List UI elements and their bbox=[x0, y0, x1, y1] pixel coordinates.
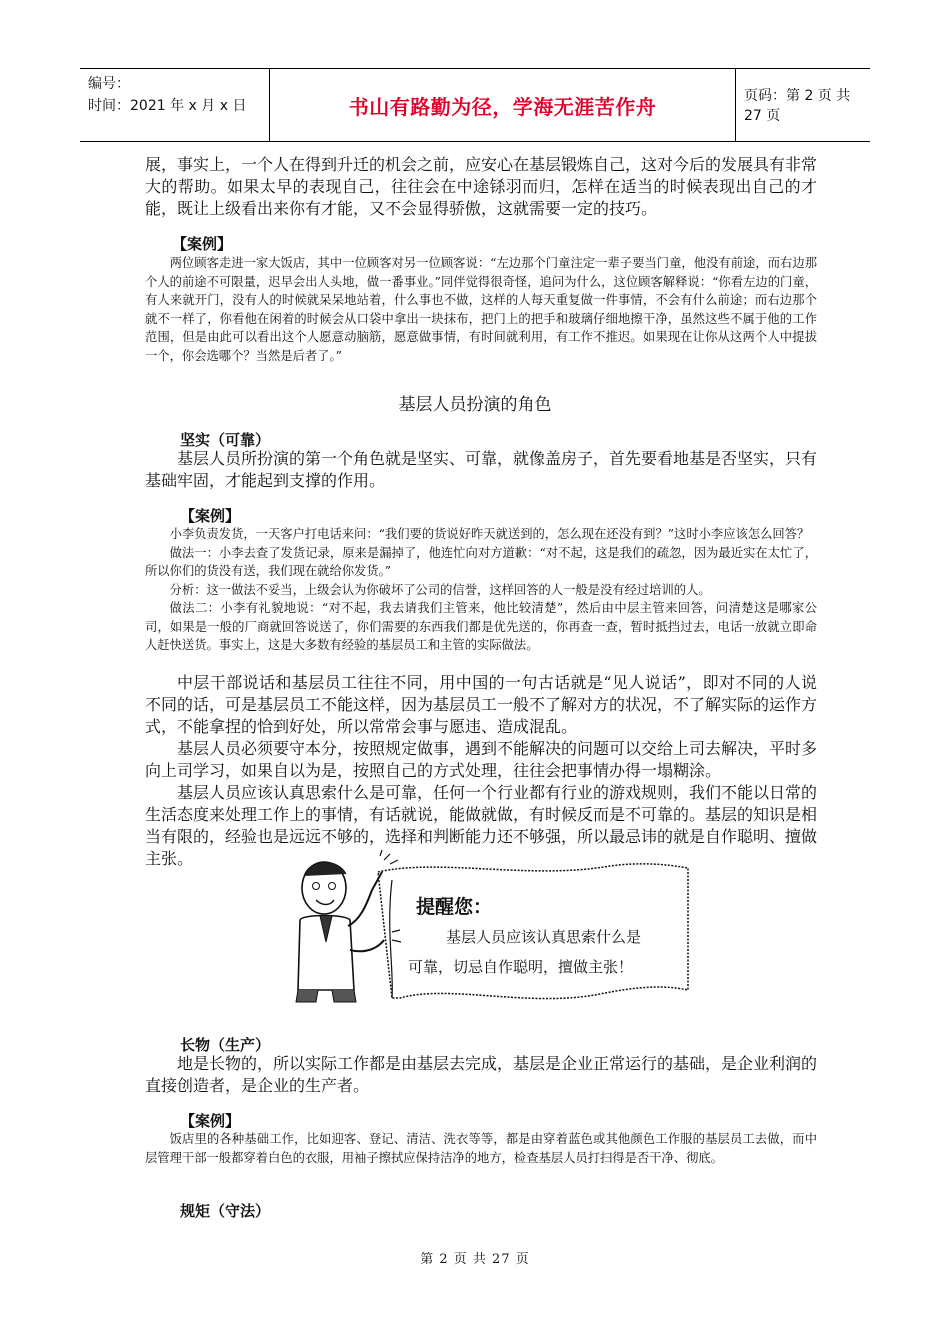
role-heading-solid: 坚实（可靠） bbox=[180, 431, 271, 449]
body-paragraph: 基层人员必须要守本分，按照规定做事，遇到不能解决的问题可以交给上司去解决，平时多向上司学习，如果自以为是，按照自己的方式处理，往往会把事情办得一塌糊涂。 bbox=[145, 739, 818, 780]
header-meta bbox=[80, 69, 270, 141]
section-title: 基层人员扮演的角色 bbox=[398, 395, 552, 415]
case-paragraph: 做法一：小李去查了发货记录，原来是漏掉了，他连忙向对方道歉：“对不起，这是我们的疏忽，因为最近实在太忙了，所以你们的货没有送，我们现在就给你发货。” bbox=[145, 545, 817, 578]
document-number-label: 编号： bbox=[88, 76, 130, 92]
role-text-solid: 基层人员所扮演的第一个角色就是坚实、可靠，就像盖房子，首先要看地基是否坚实，只有基础牢固，才能起到支撑的作用。 bbox=[145, 449, 818, 490]
document-time-label: 时间：2021 年 x 月 x 日 bbox=[88, 98, 247, 114]
case-text-group bbox=[145, 525, 817, 655]
role-heading-rules: 规矩（守法） bbox=[180, 1202, 271, 1220]
case-text: 两位顾客走进一家大饭店，其中一位顾客对另一位顾客说：“左边那个门童注定一辈子要当门童，他没有前途，而右边那个人的前途不可限量，迟早会出人头地，做一番事业。”同伴觉得很奇怪，追问为什么，这位顾客解释说：“你看左边的门童，有人来就开门，没有人的时候就呆呆地站着，什么事也不做，这样的人每天重复做一件事情，不会有什么前途；而右边那个就不一样了，你看他在闲着的时候会从口袋中拿出一块抹布，把门上的把手和玻璃仔细地擦干净，虽然这些不属于他的工作范围，但是由此可以看出这个人愿意动脑筋，愿意做事情，有时间就利用，有工作不推迟。如果现在让你从这两个人中提拔一个，你会选哪个？当然是后者了。” bbox=[145, 256, 817, 363]
intro-paragraph: 展，事实上，一个人在得到升迁的机会之前，应安心在基层锻炼自己，这对今后的发展具有非常大的帮助。如果太早的表现自己，往往会在中途铩羽而归，怎样在适当的时候表现出自己的才能，既让上级看出来你有才能，又不会显得骄傲，这就需要一定的技巧。 bbox=[145, 155, 818, 218]
case-paragraph: 小李负责发货，一天客户打电话来问：“我们要的货说好昨天就送到的，怎么现在还没有到？”这时小李应该怎么回答？ bbox=[169, 527, 810, 541]
reminder-title: 提醒您： bbox=[416, 896, 493, 918]
role-heading-production: 长物（生产） bbox=[180, 1036, 271, 1054]
page-header bbox=[80, 68, 870, 142]
role-text-production: 地是长物的，所以实际工作都是由基层去完成，基层是企业正常运行的基础，是企业利润的直接创造者，是企业的生产者。 bbox=[145, 1054, 818, 1095]
case-paragraph: 分析：这一做法不妥当，上级会认为你破坏了公司的信誉，这样回答的人一般是没有经过培训的人。 bbox=[169, 582, 711, 597]
header-page-number: 页码：第 2 页 共 27 页 bbox=[744, 88, 851, 124]
body-paragraphs bbox=[145, 672, 817, 870]
case-label: 【案例】 bbox=[180, 1112, 241, 1130]
case-paragraph: 做法二：小李有礼貌地说：“对不起，我去请我们主管来，他比较清楚”，然后由中层主管来回答，问清楚这是哪家公司，如果是一般的厂商就回答说送了，你们需要的东西我们都是优先送的，你再查一查，暂时抵挡过去，电话一放就立即命人赶快送货。事实上，这是大多数有经验的基层员工和主管的实际做法。 bbox=[145, 601, 817, 652]
body-paragraph: 中层干部说话和基层员工往往不同，用中国的一句古话就是“见人说话”，即对不同的人说不同的话，可是基层员工不能这样，因为基层员工一般不了解对方的状况，不了解实际的运作方式，不能拿捏的恰到好处，所以常常会事与愿违、造成混乱。 bbox=[145, 673, 818, 736]
case-label: 【案例】 bbox=[172, 235, 233, 253]
reminder-line: 可靠，切忌自作聪明，擅做主张！ bbox=[408, 958, 634, 976]
reminder-line: 基层人员应该认真思索什么是 bbox=[446, 928, 642, 946]
body-paragraph: 基层人员应该认真思索什么是可靠，任何一个行业都有行业的游戏规则，我们不能以日常的生活态度来处理工作上的事情，有话就说，能做就做，有时候反而是不可靠的。基层的知识是相当有限的，经验也是远远不够的，选择和判断能力还不够强，所以最忌讳的就是自作聪明、擅做主张。 bbox=[145, 783, 818, 868]
header-motto: 书山有路勤为径，学海无涯苦作舟 bbox=[270, 69, 736, 141]
reminder-illustration bbox=[280, 850, 700, 1010]
page-footer: 第 2 页 共 27 页 bbox=[420, 1252, 530, 1267]
case-text: 饭店里的各种基础工作，比如迎客、登记、清洁、洗衣等等，都是由穿着蓝色或其他颜色工作服的基层员工去做，而中层管理干部一般都穿着白色的衣服，用袖子擦拭应保持洁净的地方，检查基层人员打扫得是否干净、彻底。 bbox=[145, 1132, 817, 1165]
case-label: 【案例】 bbox=[180, 507, 241, 525]
